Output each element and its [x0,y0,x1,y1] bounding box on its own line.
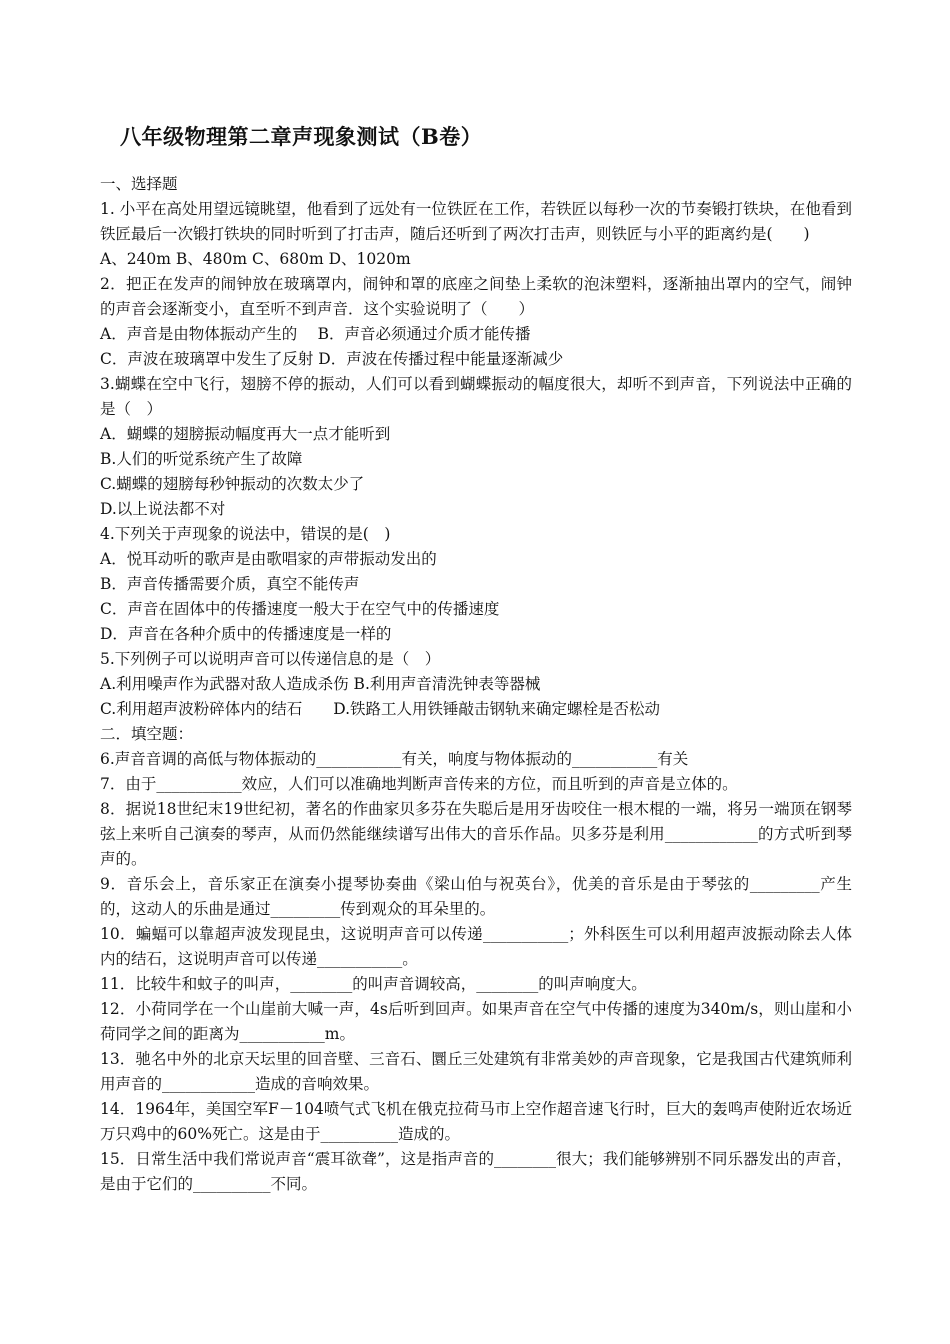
question-3-option-c: C.蝴蝶的翅膀每秒钟振动的次数太少了 [100,475,365,493]
question-4-option-c: C．声音在固体中的传播速度一般大于在空气中的传播速度 [100,600,500,618]
question-11: 11．比较牛和蚊子的叫声，________的叫声音调较高，________的叫声响度大。 [100,975,647,993]
question-1: 1. 小平在高处用望远镜眺望，他看到了远处有一位铁匠在工作，若铁匠以每秒一次的节奏锻打铁块，在他看到铁匠最后一次锻打铁块的同时听到了打击声，随后还听到了两次打击声，则铁匠与小平的距离约是( ) [100,200,852,243]
question-2: 2．把正在发声的闹钟放在玻璃罩内，闹钟和罩的底座之间垫上柔软的泡沫塑料，逐渐抽出罩内的空气，闹钟的声音会逐渐变小，直至听不到声音．这个实验说明了（ ） [100,275,852,318]
question-3-option-b: B.人们的听觉系统产生了故障 [100,450,303,468]
question-3-option-a: A．蝴蝶的翅膀振动幅度再大一点才能听到 [100,425,391,443]
question-4-option-d: D．声音在各种介质中的传播速度是一样的 [100,625,392,643]
question-14: 14．1964年，美国空军F－104喷气式飞机在俄克拉荷马市上空作超音速飞行时，巨大的轰鸣声使附近农场近万只鸡中的60%死亡。这是由于__________造成的。 [100,1100,852,1143]
section-heading-fill: 二．填空题： [100,725,194,743]
question-5-options-cd: C.利用超声波粉碎体内的结石 D.铁路工人用铁锤敲击钢轨来确定螺栓是否松动 [100,700,661,718]
question-4-option-b: B．声音传播需要介质，真空不能传声 [100,575,360,593]
question-5-options-ab: A.利用噪声作为武器对敌人造成杀伤 B.利用声音清洗钟表等器械 [100,675,541,693]
question-1-options: A、240m B、480m C、680m D、1020m [100,250,411,268]
question-6: 6.声音音调的高低与物体振动的___________有关，响度与物体振动的___________有关 [100,750,689,768]
question-12: 12．小荷同学在一个山崖前大喊一声，4s后听到回声。如果声音在空气中传播的速度为340m/s，则山崖和小荷同学之间的距离为___________m。 [100,1000,852,1043]
question-3: 3.蝴蝶在空中飞行，翅膀不停的振动，人们可以看到蝴蝶振动的幅度很大，却听不到声音，下列说法中正确的是（ ） [100,375,852,418]
question-2-options-ab: A．声音是由物体振动产生的 B．声音必须通过介质才能传播 [100,325,531,343]
question-7: 7．由于___________效应，人们可以准确地判断声音传来的方位，而且听到的声音是立体的。 [100,775,738,793]
question-13: 13．驰名中外的北京天坛里的回音壁、三音石、圜丘三处建筑有非常美妙的声音现象，它是我国古代建筑师利用声音的____________造成的音响效果。 [100,1050,852,1093]
question-10: 10．蝙蝠可以靠超声波发现昆虫，这说明声音可以传递___________；外科医生可以利用超声波振动除去人体内的结石，这说明声音可以传递___________。 [100,925,852,968]
question-body [100,172,852,1197]
question-5: 5.下列例子可以说明声音可以传递信息的是（ ） [100,650,441,668]
question-4-option-a: A．悦耳动听的歌声是由歌唱家的声带振动发出的 [100,550,437,568]
question-15: 15．日常生活中我们常说声音“震耳欲聋”，这是指声音的________很大；我们能够辨别不同乐器发出的声音，是由于它们的__________不同。 [100,1150,852,1193]
question-4: 4.下列关于声现象的说法中，错误的是( ) [100,525,391,543]
question-9: 9．音乐会上，音乐家正在演奏小提琴协奏曲《梁山伯与祝英台》，优美的音乐是由于琴弦的_________产生的，这动人的乐曲是通过_________传到观众的耳朵里的。 [100,875,852,918]
question-8: 8．据说18世纪末19世纪初，著名的作曲家贝多芬在失聪后是用牙齿咬住一根木棍的一端，将另一端顶在钢琴弦上来听自己演奏的琴声，从而仍然能继续谱写出伟大的音乐作品。贝多芬是利用____________的方式听到琴声的。 [100,800,852,868]
question-3-option-d: D.以上说法都不对 [100,500,226,518]
page-title: 八年级物理第二章声现象测试（B卷） [120,124,483,149]
section-heading-choice: 一、选择题 [100,175,178,193]
question-2-options-cd: C．声波在玻璃罩中发生了反射 D．声波在传播过程中能量逐渐减少 [100,350,564,368]
